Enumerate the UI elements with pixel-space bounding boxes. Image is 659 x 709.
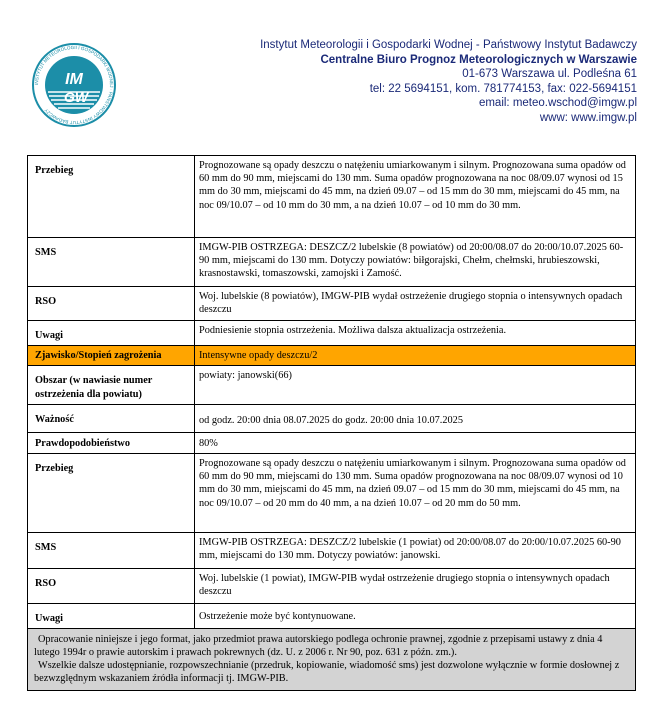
copyright-paragraph: Opracowanie niniejsze i jego format, jako przedmiot prawa autorskiego podlega ochronie prawnej, zgodnie z przepisami ustawy z dnia 4 lutego 1994r o prawie autorskim i prawach pokrewnych (dz. U. z 2006 r. Nr 90, poz. 631 z późn. zm.). <box>34 634 603 658</box>
row-label: Ważność <box>28 404 195 432</box>
table-row <box>28 604 636 629</box>
row-value: IMGW-PIB OSTRZEGA: DESZCZ/2 lubelskie (1 powiat) od 20:00/08.07 do 20:00/10.07.2025 60-90 mm, miejscami do 130 mm. Dotyczy powiatów: janowski. <box>195 533 636 569</box>
distribution-paragraph: Wszelkie dalsze udostępnianie, rozpowszechnianie (przedruk, kopiowanie, wiadomość sms) jest dozwolone wyłącznie w formie dosłownej z bezwzględnym wskazaniem źródła informacji tj. IMGW-PIB. <box>34 660 620 684</box>
table-row <box>28 321 636 346</box>
institute-header <box>217 38 637 125</box>
row-value: powiaty: janowski(66) <box>195 366 636 404</box>
row-value: Woj. lubelskie (8 powiatów), IMGW-PIB wydał ostrzeżenie drugiego stopnia o intensywnych opadach deszczu <box>195 287 636 321</box>
row-label: RSO <box>28 569 195 604</box>
row-label: Obszar (w nawiasie numer ostrzeżenia dla powiatu) <box>28 366 195 404</box>
row-value: Intensywne opady deszczu/2 <box>195 346 636 366</box>
row-label: Przebieg <box>28 454 195 533</box>
website: www: www.imgw.pl <box>539 111 637 124</box>
institute-name: Instytut Meteorologii i Gospodarki Wodnej - Państwowy Instytut Badawczy <box>260 39 637 51</box>
row-label: Przebieg <box>28 156 195 238</box>
table-row <box>28 287 636 321</box>
row-label: SMS <box>28 533 195 569</box>
row-label: Zjawisko/Stopień zagrożenia <box>28 346 195 366</box>
row-label: Prawdopodobieństwo <box>28 432 195 453</box>
table-row <box>28 366 636 404</box>
row-value: od godz. 20:00 dnia 08.07.2025 do godz. 20:00 dnia 10.07.2025 <box>195 404 636 432</box>
row-value: 80% <box>195 432 636 453</box>
bureau-name: Centralne Biuro Prognoz Meteorologicznych w Warszawie <box>320 53 637 66</box>
phone: tel: 22 5694151, kom. 781774153, fax: 022-5694151 <box>369 82 637 95</box>
table-row <box>28 156 636 238</box>
table-row <box>28 569 636 604</box>
svg-text:INSTYTUT METEOROLOGII I GOSPOD: INSTYTUT METEOROLOGII I GOSPODARKI WODNEJ · PAŃSTWOWY INSTYTUT BADAWCZY <box>33 44 115 126</box>
row-value: Woj. lubelskie (1 powiat), IMGW-PIB wydał ostrzeżenie drugiego stopnia o intensywnych opadach deszczu <box>195 569 636 604</box>
email: email: meteo.wschod@imgw.pl <box>478 97 637 109</box>
address: 01-673 Warszawa ul. Podleśna 61 <box>462 68 637 80</box>
table-row <box>28 432 636 453</box>
row-value: Podniesienie stopnia ostrzeżenia. Możliwa dalsza aktualizacja ostrzeżenia. <box>195 321 636 346</box>
svg-text:IM: IM <box>65 71 83 88</box>
table-row <box>28 454 636 533</box>
row-value: IMGW-PIB OSTRZEGA: DESZCZ/2 lubelskie (8 powiatów) od 20:00/08.07 do 20:00/10.07.2025 60-90 mm, miejscami do 130 mm. Dotyczy powiatów: biłgorajski, Chełm, chełmski, hrubieszowski, krasnostawski, tomaszowski, zamojski i Zamość. <box>195 238 636 287</box>
row-label: SMS <box>28 238 195 287</box>
table-row <box>28 238 636 287</box>
row-value: Prognozowane są opady deszczu o natężeniu umiarkowanym i silnym. Prognozowana suma opadów od 60 mm do 90 mm, miejscami do 130 mm. Suma opadów prognozowana na noc 08/09.07 wynosi od 15 mm do 30 mm, miejscami do 45 mm, na dzień 09.07 – od 15 mm do 30 mm, miejscami do 45 mm, na noc 09/10.07 – od 10 mm do 30 mm, a na dzień 10.07 – od 10 mm do 30 mm. <box>195 156 636 238</box>
table-row <box>28 533 636 569</box>
row-value: Prognozowane są opady deszczu o natężeniu umiarkowanym i silnym. Prognozowana suma opadów od 60 mm do 90 mm, miejscami do 130 mm. Suma opadów prognozowana na noc 08/09.07 wynosi od 10 mm do 30 mm, miejscami do 45 mm, na dzień 09.07 – od 15 mm do 30 mm, miejscami do 45 mm, na noc 09/10.07 – od 20 mm do 40 mm, a na dzień 10.07 – od 20 mm do 50 mm. <box>195 454 636 533</box>
svg-text:GW: GW <box>63 89 89 105</box>
row-label: RSO <box>28 287 195 321</box>
copyright-notice <box>27 628 636 691</box>
row-label: Uwagi <box>28 321 195 346</box>
table-row-highlight <box>28 346 636 366</box>
warning-table <box>27 155 636 629</box>
row-value: Ostrzeżenie może być kontynuowane. <box>195 604 636 629</box>
imgw-logo <box>31 42 117 128</box>
row-label: Uwagi <box>28 604 195 629</box>
table-row <box>28 404 636 432</box>
